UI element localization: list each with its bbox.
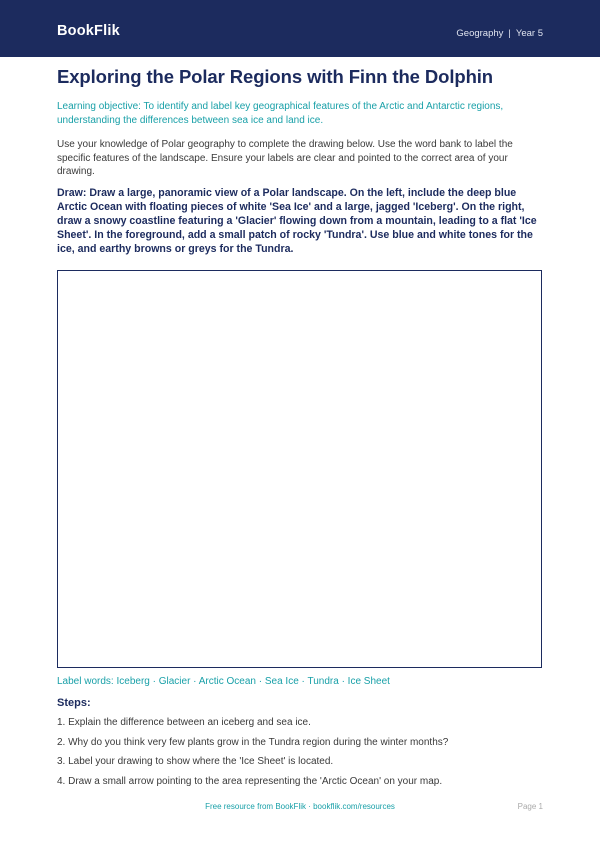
steps-list [57,716,547,794]
label-word-bank: Label words: Iceberg · Glacier · Arctic Ocean · Sea Ice · Tundra · Ice Sheet [57,676,390,687]
step-item: 2. Why do you think very few plants grow in the Tundra region during the winter months? [57,736,449,748]
drawing-area[interactable] [57,270,542,668]
year-label: Year 5 [515,28,543,39]
footer-link[interactable]: Free resource from BookFlik · bookflik.com/resources [205,802,395,811]
subject-label: Geography [456,28,504,39]
header-bar [0,0,600,57]
intro-text: Use your knowledge of Polar geography to complete the drawing below. Use the word bank to label the specific features of the landscape. Ensure your labels are clear and pointed to the correct area of your drawing. [57,139,513,177]
brand-logo[interactable]: BookFlik [57,23,120,39]
step-item: 1. Explain the difference between an iceberg and sea ice. [57,717,311,728]
separator: | [508,28,511,39]
step-item: 4. Draw a small arrow pointing to the area representing the 'Arctic Ocean' on your map. [57,775,443,787]
draw-instruction: Draw: Draw a large, panoramic view of a Polar landscape. On the left, include the deep blue Arctic Ocean with floating pieces of white 'Sea Ice' and a large, jagged 'Iceberg'. On the right, draw a snowy coastline featuring a 'Glacier' flowing down from a mountain, leading to a flat 'Ice Sheet'. In the foreground, add a small patch of rocky 'Tundra'. Use blue and white tones for the ice, and earthy browns or greys for the Tundra. [57,187,537,255]
steps-heading: Steps: [57,697,91,709]
step-item: 3. Label your drawing to show where the 'Ice Sheet' is located. [57,756,334,767]
page-number: Page 1 [517,802,543,811]
worksheet-title: Exploring the Polar Regions with Finn the Dolphin [57,66,494,87]
subject-year [456,28,543,39]
learning-objective: Learning objective: To identify and label key geographical features of the Arctic and Antarctic regions, understanding the differences between sea ice and land ice. [57,101,504,126]
